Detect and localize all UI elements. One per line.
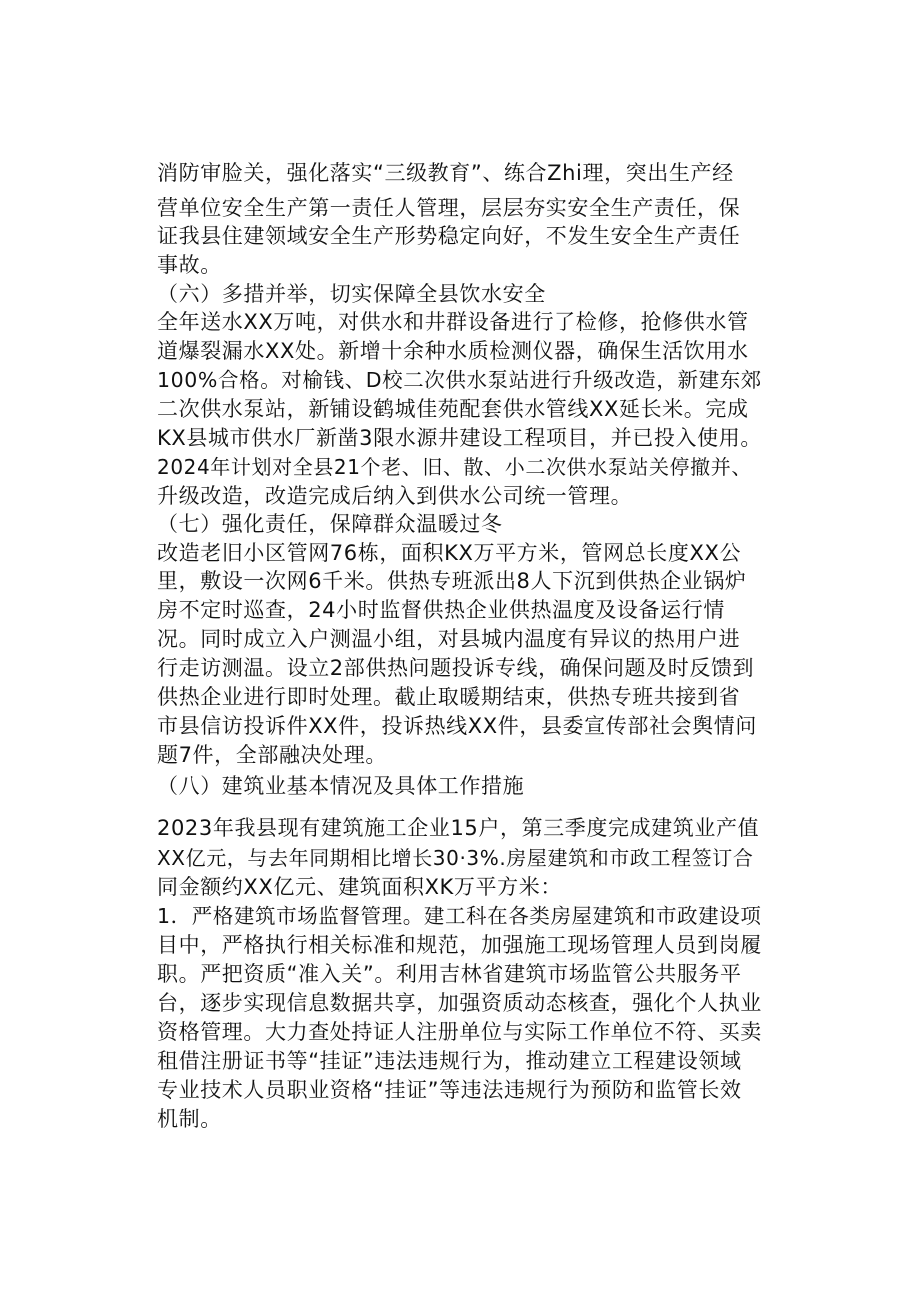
paragraph-line: 证我县住建领域安全生产形势稳定向好，不发生安全生产责任 bbox=[157, 224, 741, 248]
paragraph-line: 消防审脸关，强化落实“三级教育”、练合Zhi理，突出生产经 bbox=[157, 161, 734, 185]
paragraph-line: 里，敷设一次网6千米。供热专班派出8人下沉到供热企业锅炉 bbox=[157, 569, 747, 593]
paragraph-line: 租借注册证书等“挂证”违法违规行为，推动建立工程建设领域 bbox=[157, 1049, 742, 1073]
section-heading-8: （八）建筑业基本情况及具体工作措施 bbox=[157, 774, 525, 798]
paragraph-line: 改造老旧小区管网76栋，面积KX万平方米，管网总长度XX公 bbox=[157, 541, 742, 565]
paragraph-line: 行走访测温。设立2部供热问题投诉专线，确保问题及时反馈到 bbox=[157, 656, 755, 680]
paragraph-line: 同金额约XX亿元、建筑面积XK万平方米： bbox=[157, 875, 562, 899]
paragraph-line: 二次供水泵站，新铺设鹤城佳苑配套供水管线XX延长米。完成 bbox=[157, 397, 749, 421]
paragraph-line: 目中，严格执行相关标准和规范，加强施工现场管理人员到岗履 bbox=[157, 933, 762, 957]
paragraph-line: KX县城市供水厂新凿3限水源井建设工程项目，并已投入使用。 bbox=[157, 426, 762, 450]
paragraph-line: 道爆裂漏水XX处。新增十余种水质检测仪器，确保生活饮用水 bbox=[157, 339, 749, 363]
paragraph-line: 2023年我县现有建筑施工企业15户，第三季度完成建筑业产值 bbox=[157, 816, 760, 840]
paragraph-line: 专业技术人员职业资格“挂证”等违法违规行为预防和监管长效 bbox=[157, 1078, 742, 1102]
paragraph-line: 事故。 bbox=[157, 253, 222, 277]
paragraph-line: 供热企业进行即时处理。截止取暖期结束，供热专班共接到省 bbox=[157, 685, 741, 709]
paragraph-line: 2024年计划对全县21个老、旧、散、小二次供水泵站关停撤并、 bbox=[157, 455, 752, 479]
paragraph-line: 职。严把资质“准入关”。利用吉林省建筑市场监管公共服务平 bbox=[157, 962, 742, 986]
section-heading-7: （七）强化责任，保障群众温暖过冬 bbox=[157, 512, 503, 536]
paragraph-line: 资格管理。大力查处持证人注册单位与实际工作单位不符、买卖 bbox=[157, 1020, 762, 1044]
paragraph-line: 市县信访投诉件XX件，投诉热线XX件，县委宣传部社会舆情问 bbox=[157, 714, 757, 738]
paragraph-line: 升级改造，改造完成后纳入到供水公司统一管理。 bbox=[157, 484, 633, 508]
paragraph-line: 况。同时成立入户测温小组，对县城内温度有异议的热用户进 bbox=[157, 627, 741, 651]
paragraph-line: 台，逐步实现信息数据共享，加强资质动态核查，强化个人执业 bbox=[157, 991, 762, 1015]
paragraph-line: 机制。 bbox=[157, 1107, 222, 1131]
paragraph-line: 100%合格。对榆钱、D校二次供水泵站进行升级改造，新建东郊 bbox=[157, 368, 762, 392]
paragraph-line: 房不定时巡查，24小时监督供热企业供热温度及设备运行情 bbox=[157, 598, 725, 622]
paragraph-line: 营单位安全生产第一责任人管理，层层夯实安全生产责任，保 bbox=[157, 196, 741, 220]
paragraph-line: 题7件，全部融决处理。 bbox=[157, 743, 387, 767]
paragraph-line: 1．严格建筑市场监督管理。建工科在各类房屋建筑和市政建设项 bbox=[157, 904, 762, 928]
paragraph-line: XX亿元，与去年同期相比增长30·3%.房屋建筑和市政工程签订合 bbox=[157, 846, 754, 870]
paragraph-line: 全年送水XX万吨，对供水和井群设备进行了检修，抢修供水管 bbox=[157, 310, 749, 334]
section-heading-6: （六）多措并举，切实保障全县饮水安全 bbox=[157, 282, 546, 306]
